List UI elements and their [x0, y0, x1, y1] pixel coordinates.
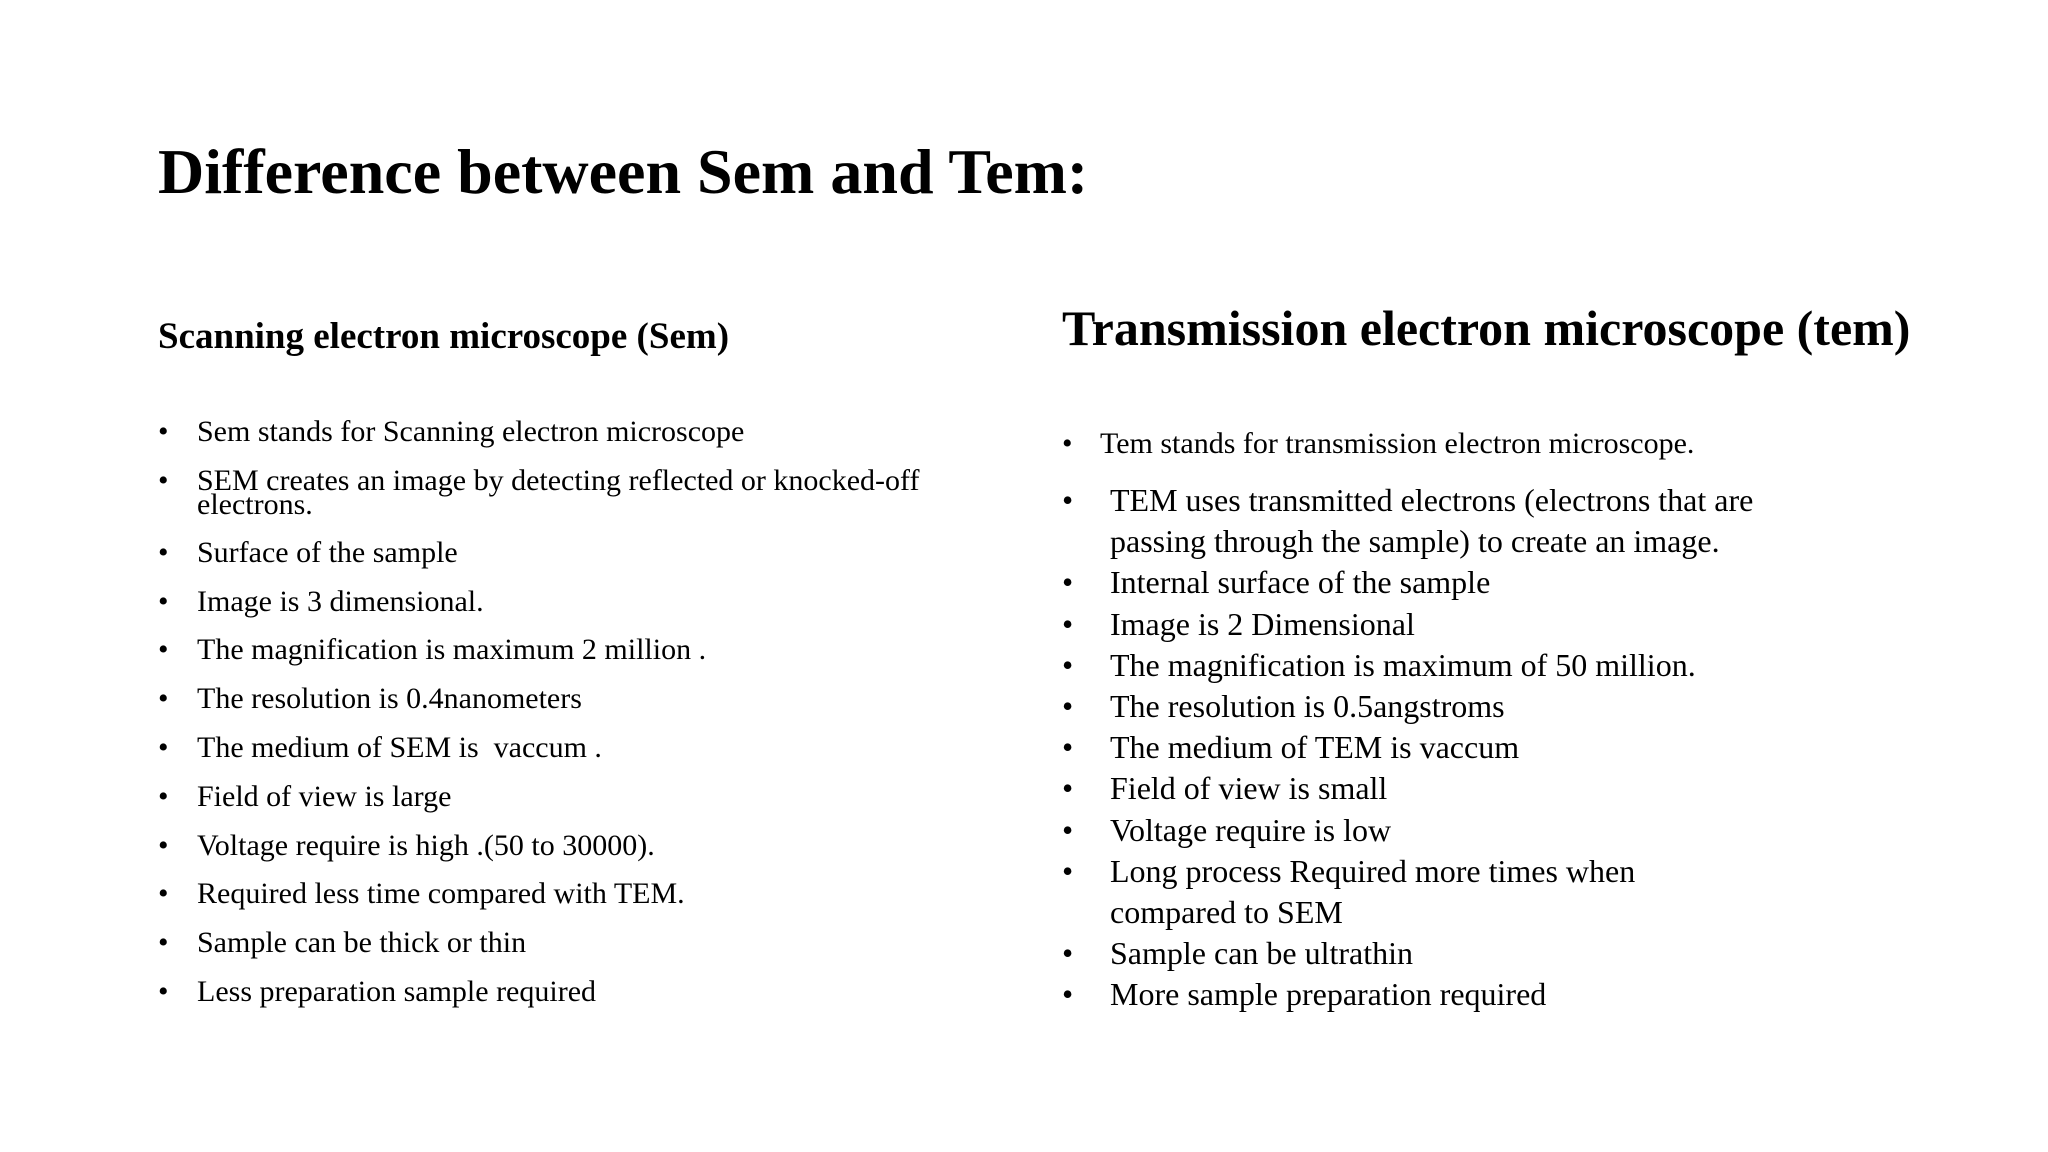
list-item: • Long process Required more times when compared to SEM: [1062, 852, 1636, 931]
bullet-icon: •: [158, 877, 169, 911]
list-item: • Surface of the sample: [158, 535, 458, 569]
list-item: • More sample preparation required: [1062, 974, 1962, 1015]
list-item: • Field of view is small: [1062, 768, 1962, 809]
bullet-icon: •: [1062, 605, 1074, 642]
list-item: • Tem stands for transmission electron microscope.: [1062, 424, 1962, 464]
bullet-icon: •: [158, 633, 169, 667]
bullet-icon: •: [158, 535, 169, 569]
bullet-icon: •: [1062, 770, 1074, 807]
list-item: • Sample can be ultrathin: [1062, 933, 1962, 974]
list-item: • Required less time compared with TEM.: [158, 877, 685, 911]
bullet-icon: •: [158, 730, 169, 764]
tem-heading: Transmission electron microscope (tem): [1062, 300, 1911, 356]
bullet-icon: •: [1062, 811, 1074, 848]
bullet-icon: •: [1062, 482, 1074, 518]
bullet-icon: •: [158, 779, 169, 813]
bullet-icon: •: [1062, 935, 1074, 972]
bullet-icon: •: [158, 682, 169, 716]
bullet-icon: •: [1062, 688, 1074, 725]
list-item: • Voltage require is high .(50 to 30000).: [158, 828, 655, 862]
list-item: • Image is 2 Dimensional: [1062, 604, 1962, 645]
bullet-icon: •: [158, 926, 169, 960]
bullet-icon: •: [158, 584, 169, 618]
list-item: • The magnification is maximum of 50 million.: [1062, 645, 1962, 686]
bullet-icon: •: [158, 828, 169, 862]
bullet-icon: •: [1062, 729, 1074, 766]
list-item: • The resolution is 0.4nanometers: [158, 682, 582, 716]
list-item: • The medium of TEM is vaccum: [1062, 727, 1962, 768]
list-item: • Voltage require is low: [1062, 810, 1962, 851]
list-item: • SEM creates an image by detecting reflected or knocked-off electrons.: [158, 463, 920, 521]
list-item: • Sem stands for Scanning electron microscope: [158, 415, 745, 448]
list-item: • Sample can be thick or thin: [158, 926, 527, 960]
bullet-icon: •: [1062, 976, 1074, 1013]
sem-bullet-list: [158, 414, 958, 1023]
list-item: • Less preparation sample required: [158, 974, 597, 1008]
list-item: • Field of view is large: [158, 779, 452, 813]
tem-bullet-list: [1062, 424, 1962, 1016]
list-item: • The magnification is maximum 2 million .: [158, 633, 707, 667]
list-item: • Image is 3 dimensional.: [158, 584, 484, 618]
bullet-icon: •: [158, 415, 169, 448]
bullet-icon: •: [1062, 852, 1074, 889]
list-item: • TEM uses transmitted electrons (electrons that are passing through the sample) to create an image.: [1062, 482, 1754, 560]
list-item: • The resolution is 0.5angstroms: [1062, 686, 1962, 727]
bullet-icon: •: [1062, 564, 1074, 601]
bullet-icon: •: [158, 463, 169, 497]
bullet-icon: •: [1062, 646, 1074, 683]
list-item: • Internal surface of the sample: [1062, 562, 1962, 603]
slide-title: Difference between Sem and Tem:: [158, 136, 1089, 207]
list-item: • The medium of SEM is vaccum .: [158, 730, 602, 764]
bullet-icon: •: [158, 974, 169, 1008]
bullet-icon: •: [1062, 427, 1073, 460]
sem-heading: Scanning electron microscope (Sem): [158, 316, 730, 357]
